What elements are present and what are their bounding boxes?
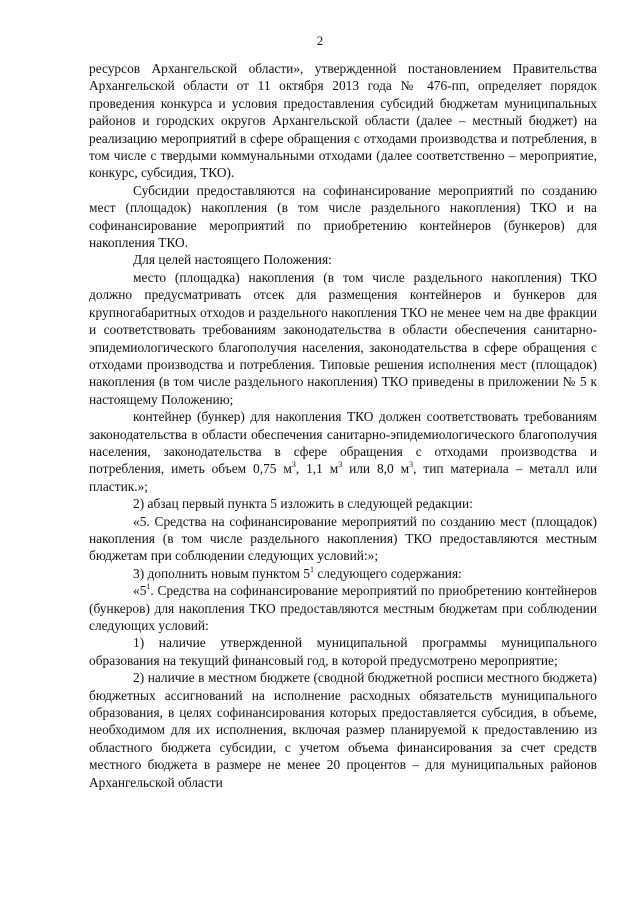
- paragraph-text: ресурсов Архангельской области», утвержденной постановлением Правительства Архангельской области от 11 октября 2013 года № 476-пп, определяет порядок проведения конкурса и условия предоставления субсидий бюджетам муниципальных районов и городских округов Архангельской области (далее – местный бюджет) на реализацию мероприятий в сфере обращения с отходами производства и потребления, в том числе с твердыми коммунальными отходами (далее соответственно – мероприятие, конкурс, субсидия, ТКО).: [89, 61, 597, 181]
- paragraph-p4: [89, 269, 597, 408]
- paragraph-p6: [89, 495, 597, 512]
- superscript: 1: [146, 582, 151, 592]
- superscript: 3: [409, 460, 414, 470]
- paragraph-p11: [89, 669, 597, 791]
- paragraph-p9: [89, 582, 597, 634]
- paragraph-text: «5. Средства на софинансирование мероприятий по созданию мест (площадок) накопления (в том числе раздельного накопления) ТКО предоставляются местным бюджетам при соблюдении следующих условий:»;: [89, 513, 597, 564]
- paragraph-p2: [89, 182, 597, 252]
- superscript: 3: [338, 460, 343, 470]
- paragraph-text: . Средства на софинансирование мероприятий по приобретению контейнеров (бункеров) для накопления ТКО предоставляются местным бюджетам при соблюдении следующих условий:: [89, 583, 597, 633]
- paragraph-text: следующего содержания:: [314, 565, 462, 581]
- paragraph-p5: [89, 408, 597, 495]
- paragraph-p8: [89, 565, 597, 582]
- paragraph-p7: [89, 513, 597, 565]
- superscript: 3: [291, 460, 296, 470]
- paragraph-text: , 1,1 м: [295, 461, 339, 477]
- document-body: [89, 60, 597, 791]
- paragraph-text: Для целей настоящего Положения:: [133, 252, 332, 268]
- paragraph-text: контейнер (бункер) для накопления ТКО должен соответствовать требованиям законодательства в области обеспечения санитарно-эпидемиологического благополучия населения, законодательства в сфере обращения с отходами производства и потребления, иметь объем 0,75 м: [89, 409, 597, 477]
- paragraph-text: , тип материала – металл или пластик.»;: [89, 461, 597, 494]
- paragraph-text: Субсидии предоставляются на софинансирование мероприятий по созданию мест (площадок) накопления (в том числе раздельного накопления) ТКО и на софинансирование мероприятий по приобретению контейнеров (бункеров) для накопления ТКО.: [89, 182, 597, 251]
- paragraph-text: 3) дополнить новым пунктом 5: [133, 565, 311, 581]
- paragraph-p10: [89, 634, 597, 669]
- superscript: 1: [310, 564, 315, 574]
- paragraph-text: 1) наличие утвержденной муниципальной программы муниципального образования на текущий финансовый год, в которой предусмотрено мероприятие;: [89, 635, 597, 668]
- paragraph-text: место (площадка) накопления (в том числе раздельного накопления) ТКО должно предусматривать отсек для размещения контейнеров и бункеров для крупногабаритных отходов и раздельного накопления ТКО не менее чем на две фракции и соответствовать требованиям законодательства в области обеспечения санитарно-эпидемиологического благополучия населения, законодательства в сфере обращения с отходами производства и потребления. Типовые решения исполнения мест (площадок) накопления (в том числе раздельного накопления) ТКО приведены в приложении № 5 к настоящему Положению;: [89, 269, 597, 407]
- paragraph-p1: [89, 60, 597, 182]
- paragraph-text: «5: [133, 583, 147, 599]
- paragraph-text: 2) наличие в местном бюджете (сводной бюджетной росписи местного бюджета) бюджетных ассигнований на исполнение расходных обязательств муниципального образования, в целях софинансирования которых предоставляется субсидия, в объеме, необходимом для их исполнения, включая размер планируемой к предоставлению из областного бюджета субсидии, с учетом объема финансирования за счет средств местного бюджета в размере не менее 20 процентов – для муниципальных районов Архангельской области: [89, 670, 597, 790]
- paragraph-text: 2) абзац первый пункта 5 изложить в следующей редакции:: [133, 496, 473, 512]
- page-number: 2: [316, 33, 324, 48]
- paragraph-p3: [89, 251, 597, 268]
- paragraph-text: или 8,0 м: [342, 461, 410, 477]
